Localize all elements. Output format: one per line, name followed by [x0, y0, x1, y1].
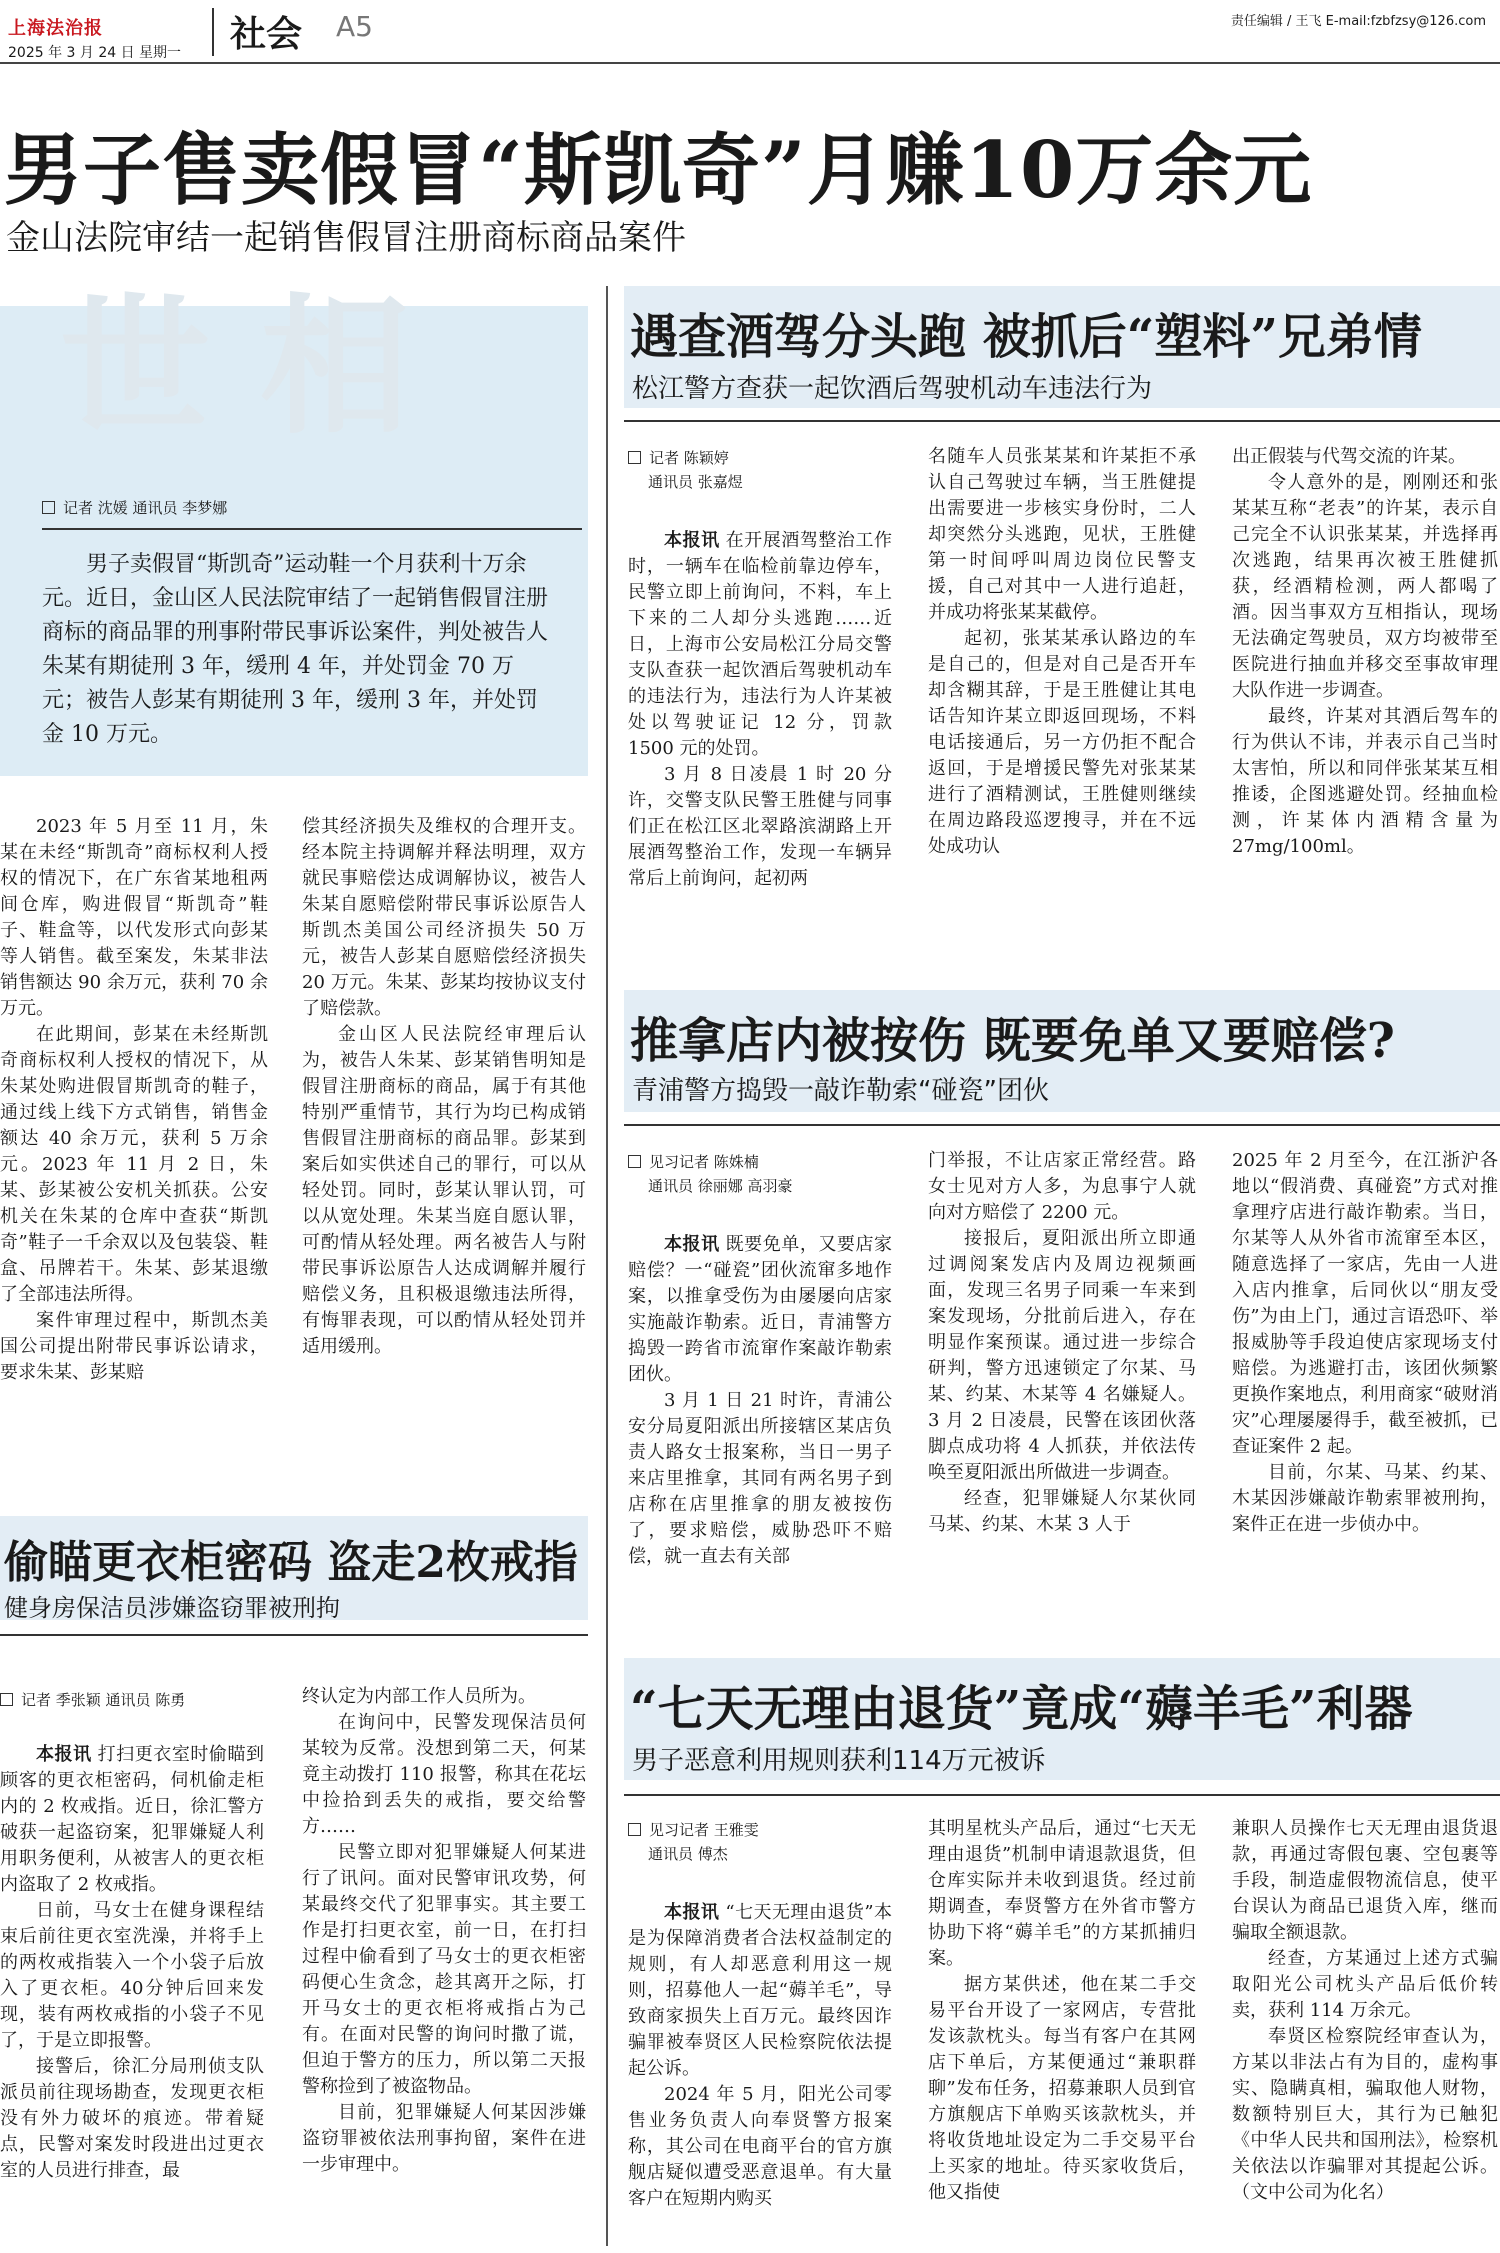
byline-reporter: 见习记者 王雅雯: [649, 1821, 759, 1839]
paragraph: 目前，犯罪嫌疑人何某因涉嫌盗窃罪被依法刑事拘留，案件在进一步审理中。: [302, 2102, 586, 2175]
paragraph: 最终，许某对其酒后驾车的行为供认不讳，并表示自己当时太害怕，所以和同伴张某某互相推诿，企图逃避处罚。经抽血检测，许某体内酒精含量为 27mg/100ml。: [1232, 706, 1498, 857]
paragraph: 民警立即对犯罪嫌疑人何某进行了讯问。面对民警审讯攻势，何某最终交代了犯罪事实。其主要工作是打扫更衣室，前一日，在打扫过程中偷看到了马女士的更衣柜密码便心生贪念，趁其离开之际，打开马女士的更衣柜将戒指占为己有。在面对民警的询问时撒了谎，但迫于警方的压力，所以第二天报警称捡到了被盗物品。: [302, 1842, 586, 2097]
story2-headline: 遇查酒驾分头跑 被抓后“塑料”兄弟情: [630, 309, 1422, 365]
paragraph: 金山区人民法院经审理后认为，被告人朱某、彭某销售明知是假冒注册商标的商品，属于有其他特别严重情节，其行为均已构成销售假冒注册商标的商品罪。彭某到案后如实供述自己的罪行，可以从轻处罚。同时，彭某认罪认罚，可以从宽处理。朱某当庭自愿认罪，可酌情从轻处理。两名被告人与附带民事诉讼原告人达成调解并履行赔偿义务，且积极退缴违法所得，有悔罪表现，可以酌情从轻处罚并适用缓刑。: [302, 1024, 586, 1357]
paragraph: 偿其经济损失及维权的合理开支。经本院主持调解并释法明理，双方就民事赔偿达成调解协议，被告人朱某自愿赔偿附带民事诉讼原告人斯凯杰美国公司经济损失 50 万元，被告人彭某自愿赔偿经济损失 20 万元。朱某、彭某均按协议支付了赔偿款。: [302, 816, 586, 1019]
article-column-2: [302, 814, 586, 1360]
paragraph-text: 在开展酒驾整治工作时，一辆车在临检前靠边停车，民警立即上前询问，不料，车上下来的二人却分头逃跑……近日，上海市公安局松江分局交警支队查获一起饮酒后驾驶机动车的违法行为，违法行为人许某被处以驾驶证记 12 分，罚款 1500 元的处罚。: [628, 530, 893, 759]
page-number: A5: [336, 10, 373, 43]
masthead-separator: [212, 8, 214, 56]
paragraph: 据方某供述，他在某二手交易平台开设了一家网店，专营批发该款枕头。每当有客户在其网店下单后，方某便通过“兼职群聊”发布任务，招募兼职人员到官方旗舰店下单购买该款枕头，并将收货地址设定为二手交易平台上买家的地址。待买家收货后，他又指使: [928, 1974, 1196, 2203]
kicker: 本报讯: [36, 1744, 92, 1765]
kicker: 本报讯: [664, 1902, 720, 1923]
column-divider: [606, 286, 608, 2246]
paragraph: 奉贤区检察院经审查认为，方某以非法占有为目的，虚构事实、隐瞒真相，骗取他人财物，数额特别巨大，其行为已触犯《中华人民共和国刑法》，检察机关依法以诈骗罪对其提起公诉。（文中公司为化名）: [1232, 2026, 1498, 2203]
story5-column-1: [0, 1742, 264, 2184]
byline-box-icon: [628, 451, 641, 464]
paragraph: 目前，尔某、马某、约某、木某因涉嫌敲诈勒索罪被刑拘，案件正在进一步侦办中。: [1232, 1462, 1498, 1535]
byline-box-icon: [628, 1155, 641, 1168]
paragraph-text: 打扫更衣室时偷瞄到顾客的更衣柜密码，伺机偷走柜内的 2 枚戒指。近日，徐汇警方破获一起盗窃案，犯罪嫌疑人利用职务便利，从被害人的更衣柜内盗取了 2 枚戒指。: [0, 1744, 265, 1895]
story4-column-3: [1232, 1816, 1498, 2206]
kicker: 本报讯: [664, 1234, 720, 1255]
paragraph: 其明星枕头产品后，通过“七天无理由退货”机制申请退款退货，但仓库实际并未收到退货。经过前期调查，奉贤警方在外省市警方协助下将“薅羊毛”的方某抓捕归案。: [928, 1818, 1196, 1969]
story4-rule: [624, 1794, 1500, 1796]
paragraph: 令人意外的是，刚刚还和张某某互称“老表”的许某，表示自己完全不认识张某某，并选择再次逃跑，结果再次被王胜健抓获，经酒精检测，两人都喝了酒。因当事双方互相指认，现场无法确定驾驶员，双方均被带至医院进行抽血并移交至事故审理大队作进一步调查。: [1232, 472, 1498, 701]
paragraph: 门举报，不让店家正常经营。路女士见对方人多，为息事宁人就向对方赔偿了 2200 元。: [928, 1150, 1196, 1223]
paragraph: 2024 年 5 月，阳光公司零售业务负责人向奉贤警方报案称，其公司在电商平台的官方旗舰店疑似遭受恶意退单。有大量客户在短期内购买: [628, 2084, 892, 2209]
paragraph: 兼职人员操作七天无理由退货退款，再通过寄假包裹、空包裹等手段，制造虚假物流信息，使平台误认为商品已退货入库，继而骗取全额退款。: [1232, 1818, 1498, 1943]
story2-column-1: [628, 528, 892, 892]
story2-byline: [628, 446, 918, 494]
masthead-rule: [0, 62, 1500, 64]
byline-correspondent: 通讯员 徐丽娜 高羽豪: [648, 1177, 793, 1195]
story2-subheadline: 松江警方查获一起饮酒后驾驶机动车违法行为: [632, 374, 1153, 404]
story4-headline: “七天无理由退货”竟成“薅羊毛”利器: [630, 1681, 1413, 1737]
story4-column-1: [628, 1900, 892, 2212]
paragraph: [628, 1232, 892, 1388]
lead-paragraph: 男子卖假冒“斯凯奇”运动鞋一个月获利十万余元。近日，金山区人民法院审结了一起销售假冒注册商标的商品罪的刑事附带民事诉讼案件，判处被告人朱某有期徒刑 3 年，缓刑 4 年，并处罚金 70 万元；被告人彭某有期徒刑 3 年，缓刑 3 年，并处罚金 10 万元。: [42, 552, 549, 747]
section-name: 社会: [230, 14, 303, 55]
kicker: 本报讯: [664, 530, 720, 551]
paragraph-text: “七天无理由退货”本是为保障消费者合法权益制定的规则，有人却恶意利用这一规则，招募他人一起“薅羊毛”，导致商家损失上百万元。最终因诈骗罪被奉贤区人民检察院依法提起公诉。: [628, 1902, 893, 2079]
paragraph: 终认定为内部工作人员所为。: [302, 1686, 536, 1707]
story5-headline: 偷瞄更衣柜密码 盗走2枚戒指: [4, 1537, 578, 1588]
story3-headline: 推拿店内被按伤 既要免单又要赔偿?: [630, 1013, 1395, 1069]
story2-column-3: [1232, 444, 1498, 860]
story3-column-1: [628, 1232, 892, 1570]
story3-subheadline: 青浦警方捣毁一敲诈勒索“碰瓷”团伙: [632, 1076, 1049, 1106]
paragraph: 3 月 1 日 21 时许，青浦公安分局夏阳派出所接辖区某店负责人路女士报案称，当日一男子来店里推拿，其同有两名男子到店称在店里推拿的朋友被按伤了，要求赔偿，威胁恐吓不赔偿，就一直去有关部: [628, 1390, 892, 1567]
story5-subheadline: 健身房保洁员涉嫌盗窃罪被刑拘: [4, 1594, 340, 1622]
paragraph: 接警后，徐汇分局刑侦支队派员前往现场勘查，发现更衣柜没有外力破坏的痕迹。带着疑点，民警对案发时段进出过更衣室的人员进行排查，最: [0, 2056, 264, 2181]
main-subheadline: 金山法院审结一起销售假冒注册商标商品案件: [6, 218, 686, 258]
paragraph: 接报后，夏阳派出所立即通过调阅案发店内及周边视频画面，发现三名男子同乘一车来到案发现场，分批前后进入，存在明显作案预谋。通过进一步综合研判，警方迅速锁定了尔某、马某、约某、木某等 4 名嫌疑人。3 月 2 日凌晨，民警在该团伙落脚点成功将 4 人抓获，并依法传唤至夏阳派出所做进一步调查。: [928, 1228, 1196, 1483]
story5-column-2: [302, 1684, 586, 2178]
editor-credit: 责任编辑 / 王飞 E-mail:fzbfzsy@126.com: [1230, 14, 1486, 29]
story4-column-2: [928, 1816, 1196, 2206]
story5-rule: [0, 1634, 588, 1636]
story3-column-2: [928, 1148, 1196, 1538]
paragraph: 3 月 8 日凌晨 1 时 20 分许，交警支队民警王胜健与同事们正在松江区北翠路滨湖路上开展酒驾整治工作，发现一车辆异常后上前询问，起初两: [628, 764, 892, 889]
issue-date: 2025 年 3 月 24 日 星期一: [8, 45, 182, 61]
story4-byline: [628, 1818, 918, 1866]
paragraph: [628, 528, 892, 762]
paragraph: 2023 年 5 月至 11 月，朱某在未经“斯凯奇”商标权利人授权的情况下，在广东省某地租两间仓库，购进假冒“斯凯奇”鞋子、鞋盒等，以代发形式向彭某等人销售。截至案发，朱某非法销售额达 90 余万元，获利 70 余万元。: [0, 816, 268, 1019]
byline-reporter: 记者 陈颖婷: [649, 449, 729, 467]
paragraph: 日前，马女士在健身课程结束后前往更衣室洗澡，并将手上的两枚戒指装入一个小袋子后放入了更衣柜。40分钟后回来发现，装有两枚戒指的小袋子不见了，于是立即报警。: [0, 1900, 264, 2051]
byline-box-icon: [0, 1693, 13, 1706]
story3-column-3: [1232, 1148, 1498, 1538]
paragraph-text: 既要免单，又要店家赔偿？一“碰瓷”团伙流窜多地作案，以推拿受伤为由屡屡向店家实施敲诈勒索。近日，青浦警方捣毁一跨省市流窜作案敲诈勒索团伙。: [628, 1234, 893, 1385]
column-art-shixiang: 世相: [60, 279, 461, 455]
main-headline: 男子售卖假冒“斯凯奇”月赚10万余元: [4, 125, 1313, 216]
byline-correspondent: 通讯员 张嘉煜: [648, 473, 743, 491]
paragraph: 经查，犯罪嫌疑人尔某伙同马某、约某、木某 3 人于: [928, 1488, 1196, 1535]
byline-reporter: 见习记者 陈姝楠: [649, 1153, 759, 1171]
byline-text: 记者 季张颖 通讯员 陈勇: [21, 1691, 186, 1709]
paragraph: [628, 1900, 892, 2082]
paragraph: 案件审理过程中，斯凯杰美国公司提出附带民事诉讼请求，要求朱某、彭某赔: [0, 1310, 268, 1383]
article-column-1: [0, 814, 268, 1386]
story3-rule: [624, 1124, 1500, 1126]
byline: [42, 496, 227, 520]
byline-correspondent: 通讯员 傅杰: [648, 1845, 728, 1863]
paragraph: 出正假装与代驾交流的许某。: [1232, 446, 1466, 467]
story2-column-2: [928, 444, 1196, 860]
story4-subheadline: 男子恶意利用规则获利114万元被诉: [632, 1746, 1046, 1776]
story3-byline: [628, 1150, 918, 1198]
byline-box-icon: [42, 501, 55, 514]
story5-byline: [0, 1688, 300, 1712]
byline-box-icon: [628, 1823, 641, 1836]
byline-rule: [42, 528, 582, 530]
paragraph: [0, 1742, 264, 1898]
paragraph: 名随车人员张某某和许某拒不承认自己驾驶过车辆，当王胜健提出需要进一步核实身份时，二人却突然分头逃跑，见状，王胜健第一时间呼叫周边岗位民警支援，自己对其中一人进行追赶，并成功将张某某截停。: [928, 446, 1196, 623]
story2-rule: [624, 420, 1500, 422]
newspaper-logo: 上海法治报: [8, 18, 103, 39]
paragraph: 在此期间，彭某在未经斯凯奇商标权利人授权的情况下，从朱某处购进假冒斯凯奇的鞋子，通过线上线下方式销售，销售金额达 40 余万元，获利 5 万余元。2023 年 11 月 2 日，朱某、彭某被公安机关抓获。公安机关在朱某的仓库中查获“斯凯奇”鞋子一千余双以及包装袋、鞋盒、吊牌若干。朱某、彭某退缴了全部违法所得。: [0, 1024, 268, 1305]
byline-text: 记者 沈媛 通讯员 李梦娜: [63, 499, 228, 517]
paragraph: 2025 年 2 月至今，在江浙沪各地以“假消费、真碰瓷”方式对推拿理疗店进行敲诈勒索。当日，尔某等人从外省市流窜至本区，随意选择了一家店，先由一人进入店内推拿，后同伙以“朋友受伤”为由上门，通过言语恐吓、举报威胁等手段迫使店家现场支付赔偿。为逃避打击，该团伙频繁更换作案地点，利用商家“破财消灾”心理屡屡得手，截至被抓，已查证案件 2 起。: [1232, 1150, 1498, 1457]
paragraph: 在询问中，民警发现保洁员何某较为反常。没想到第二天，何某竟主动拨打 110 报警，称其在花坛中捡拾到丢失的戒指，要交给警方……: [302, 1712, 586, 1837]
paragraph: 起初，张某某承认路边的车是自己的，但是对自己是否开车却含糊其辞，于是王胜健让其电话告知许某立即返回现场，不料电话接通后，另一方仍拒不配合返回，于是增援民警先对张某某进行了酒精测试，王胜健则继续在周边路段巡逻搜寻，并在不远处成功认: [928, 628, 1196, 857]
paragraph: 经查，方某通过上述方式骗取阳光公司枕头产品后低价转卖，获利 114 万余元。: [1232, 1948, 1498, 2021]
